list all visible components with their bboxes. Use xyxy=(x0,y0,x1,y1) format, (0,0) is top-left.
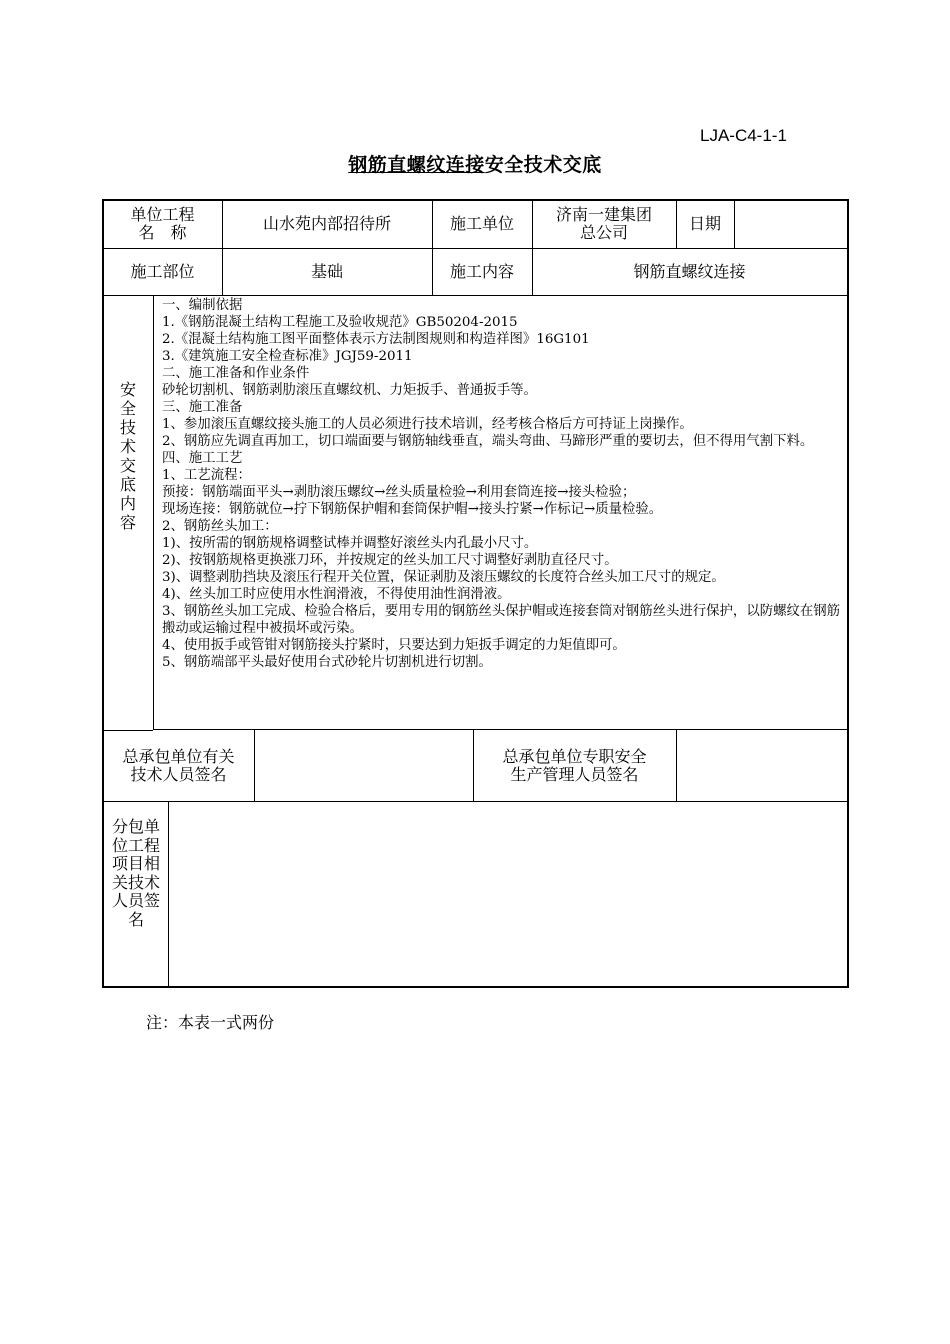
date-label: 日期 xyxy=(688,214,721,233)
content-line: 现场连接：钢筋就位→拧下钢筋保护帽和套筒保护帽→接头拧紧→作标记→质量检验。 xyxy=(162,502,663,517)
gc-safety-signature-label xyxy=(473,730,676,801)
gc-tech-label-line2: 技术人员签名 xyxy=(130,764,227,784)
gc-tech-signature-field[interactable] xyxy=(254,730,473,801)
contractor-value-line1: 济南一建集团 xyxy=(555,205,652,224)
content-line: 预接：钢筋端面平头→剥肋滚压螺纹→丝头质量检验→利用套筒连接→接头检验； xyxy=(162,485,636,500)
content-line: 4)、丝头加工时应使用水性润滑液，不得使用油性润滑液。 xyxy=(162,587,511,602)
content-line: 2.《混凝土结构施工图平面整体表示方法制图规则和构造祥图》16G101 xyxy=(162,332,590,347)
title-underlined: 钢筋直螺纹连接 xyxy=(348,154,485,176)
construction-content-label: 施工内容 xyxy=(449,261,514,281)
construction-part-value: 基础 xyxy=(310,261,343,281)
content-line: 3)、调整剥肋挡块及滚压行程开关位置，保证剥肋及滚压螺纹的长度符合丝头加工尺寸的规定。 xyxy=(162,570,725,585)
footnote: 注：本表一式两份 xyxy=(146,1013,275,1032)
content-line: 1.《钢筋混凝土结构工程施工及验收规范》GB50204-2015 xyxy=(162,315,518,330)
title-rest: 安全技术交底 xyxy=(484,154,602,176)
subcontractor-signature-label: 分包单位工程项目相关技术人员签名 xyxy=(111,817,160,929)
gc-tech-signature-label xyxy=(103,730,254,801)
content-line: 四、施工工艺 xyxy=(162,451,243,466)
content-line: 砂轮切割机、钢筋剥肋滚压直螺纹机、力矩扳手、普通扳手等。 xyxy=(162,383,537,398)
gc-safety-label-line2: 生产管理人员签名 xyxy=(510,764,639,784)
project-name-value: 山水苑内部招待所 xyxy=(262,214,391,233)
content-line: 1、参加滚压直螺纹接头施工的人员必须进行技术培训，经考核合格后方可持证上岗操作。 xyxy=(162,417,693,432)
project-label-line1: 单位工程 xyxy=(130,205,195,224)
content-line: 二、施工准备和作业条件 xyxy=(162,366,310,381)
row-divider xyxy=(103,295,848,296)
content-line: 1)、按所需的钢筋规格调整试棒并调整好滚丝头内孔最小尺寸。 xyxy=(162,536,538,551)
construction-part-label: 施工部位 xyxy=(130,261,195,281)
disclosure-content xyxy=(162,297,846,671)
content-line: 3.《建筑施工安全检查标准》JGJ59-2011 xyxy=(162,349,413,364)
section-label: 安全技术交底内容 xyxy=(119,380,136,532)
contractor-label: 施工单位 xyxy=(449,214,514,233)
content-line: 5、钢筋端部平头最好使用台式砂轮片切割机进行切割。 xyxy=(162,655,492,670)
content-line: 一、编制依据 xyxy=(162,298,243,313)
construction-content-value: 钢筋直螺纹连接 xyxy=(633,261,746,281)
document-code: LJA-C4-1-1 xyxy=(700,126,787,145)
project-label-line2: 名 称 xyxy=(138,223,187,242)
col-divider xyxy=(153,295,154,730)
content-line: 2、钢筋丝头加工： xyxy=(162,519,278,534)
contractor-value xyxy=(532,200,676,248)
page-title xyxy=(0,150,950,177)
content-line: 2)、按钢筋规格更换涨刀环，并按规定的丝头加工尺寸调整好剥肋直径尺寸。 xyxy=(162,553,618,568)
project-name-label xyxy=(103,200,222,248)
gc-safety-label-line1: 总承包单位专职安全 xyxy=(502,746,647,766)
content-line: 2、钢筋应先调直再加工，切口端面要与钢筋轴线垂直，端头弯曲、马蹄形严重的要切去，但不得用气割下料。 xyxy=(162,434,814,449)
content-line: 4、使用扳手或管钳对钢筋接头拧紧时，只要达到力矩扳手调定的力矩值即可。 xyxy=(162,638,626,653)
content-line: 1、工艺流程： xyxy=(162,468,251,483)
subcontractor-signature-field[interactable] xyxy=(169,802,847,986)
contractor-value-line2: 总公司 xyxy=(579,223,628,242)
date-value[interactable] xyxy=(734,200,847,248)
content-line: 三、施工准备 xyxy=(162,400,243,415)
gc-safety-signature-field[interactable] xyxy=(676,730,847,801)
content-line: 3、钢筋丝头加工完成、检验合格后，要用专用的钢筋丝头保护帽或连接套筒对钢筋丝头进行保护，以防螺纹在钢筋搬动或运输过程中被损坏或污染。 xyxy=(162,604,841,636)
gc-tech-label-line1: 总承包单位有关 xyxy=(122,746,235,766)
